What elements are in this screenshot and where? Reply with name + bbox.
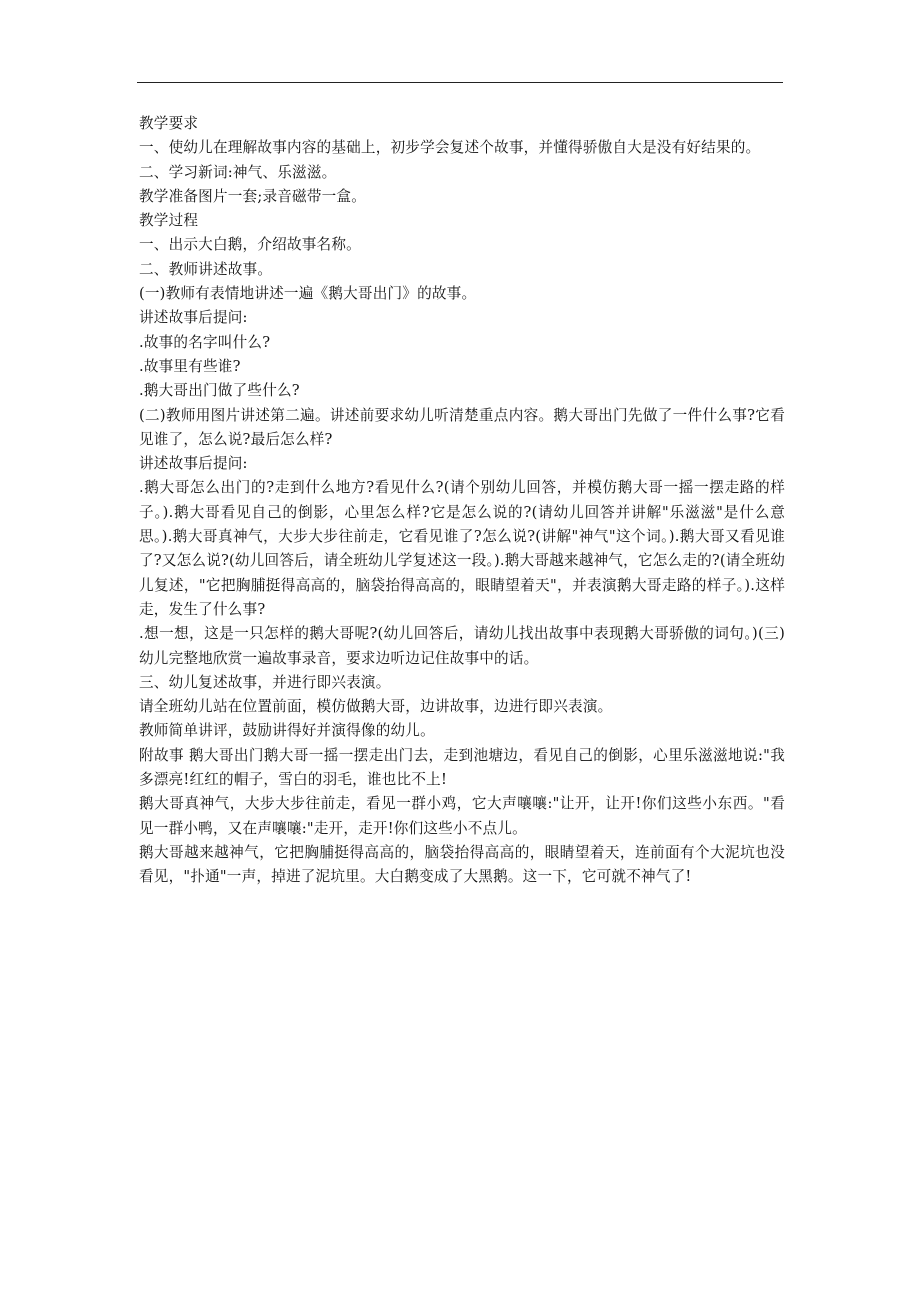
question-item: .故事的名字叫什么? (139, 333, 271, 351)
story-paragraph: 鹅大哥越来越神气，它把胸脯挺得高高的，脑袋抬得高高的，眼睛望着天，连前面有个大泥坑也没看见，"扑通"一声，掉进了泥坑里。大白鹅变成了大黑鹅。这一下，它可就不神气了! (139, 843, 785, 886)
section-heading-process: 教学过程 (139, 212, 199, 230)
story-paragraph: 鹅大哥真神气，大步大步往前走，看见一群小鸡，它大声嚷嚷:"让开，让开!你们这些小东西。"看见一群小鸭，又在声嚷嚷:"走开，走开!你们这些小不点儿。 (139, 795, 785, 837)
paragraph: (一)教师有表情地讲述一遍《鹅大哥出门》的故事。 (139, 285, 477, 303)
paragraph: 一、使幼儿在理解故事内容的基础上，初步学会复述个故事，并懂得骄傲自大是没有好结果的。 (139, 139, 761, 157)
question-item: .鹅大哥出门做了些什么? (139, 382, 300, 400)
paragraph: 教学准备图片一套;录音磁带一盒。 (139, 187, 367, 205)
paragraph: 讲述故事后提问: (139, 309, 248, 327)
paragraph: (二)教师用图片讲述第二遍。讲述前要求幼儿听清楚重点内容。鹅大哥出门先做了一件什么事?它看见谁了，怎么说?最后怎么样? (139, 406, 785, 448)
paragraph: 二、学习新词:神气、乐滋滋。 (139, 163, 337, 181)
paragraph: .鹅大哥怎么出门的?走到什么地方?看见什么?(请个别幼儿回答，并模仿鹅大哥一摇一摆走路的样子。).鹅大哥看见自己的倒影，心里怎么样?它是怎么说的?(请幼儿回答并讲解"乐滋滋"是什么意思。).鹅大哥真神气，大步大步往前走，它看见谁了?怎么说?(讲解"神气"这个词。).鹅大哥又看见谁了?又怎么说?(幼儿回答后，请全班幼儿学复述这一段。).鹅大哥越来越神气，它怎么走的?(请全班幼儿复述，"它把胸脯挺得高高的，脑袋抬得高高的，眼睛望着天"，并表演鹅大哥走路的样子。).这样走，发生了什么事? (139, 479, 785, 618)
paragraph: 请全班幼儿站在位置前面，模仿做鹅大哥，边讲故事，边进行即兴表演。 (139, 698, 613, 716)
section-heading-requirements: 教学要求 (139, 115, 199, 132)
story-paragraph: 附故事 鹅大哥出门鹅大哥一摇一摆走出门去，走到池塘边，看见自己的倒影，心里乐滋滋地说:"我多漂亮!红红的帽子，雪白的羽毛，谁也比不上! (139, 746, 785, 789)
question-item: .故事里有些谁? (139, 357, 241, 375)
paragraph: 讲述故事后提问: (139, 455, 248, 473)
paragraph: 二、教师讲述故事。 (139, 260, 273, 278)
paragraph: .想一想，这是一只怎样的鹅大哥呢?(幼儿回答后，请幼儿找出故事中表现鹅大哥骄傲的词句。)(三)幼儿完整地欣赏一遍故事录音，要求边听边记住故事中的话。 (139, 625, 785, 667)
paragraph: 一、出示大白鹅，介绍故事名称。 (139, 236, 361, 254)
header-rule (137, 82, 783, 83)
paragraph: 教师简单讲评，鼓励讲得好并演得像的幼儿。 (139, 722, 435, 740)
paragraph: 三、幼儿复述故事，并进行即兴表演。 (139, 673, 391, 691)
document-body (139, 112, 785, 890)
